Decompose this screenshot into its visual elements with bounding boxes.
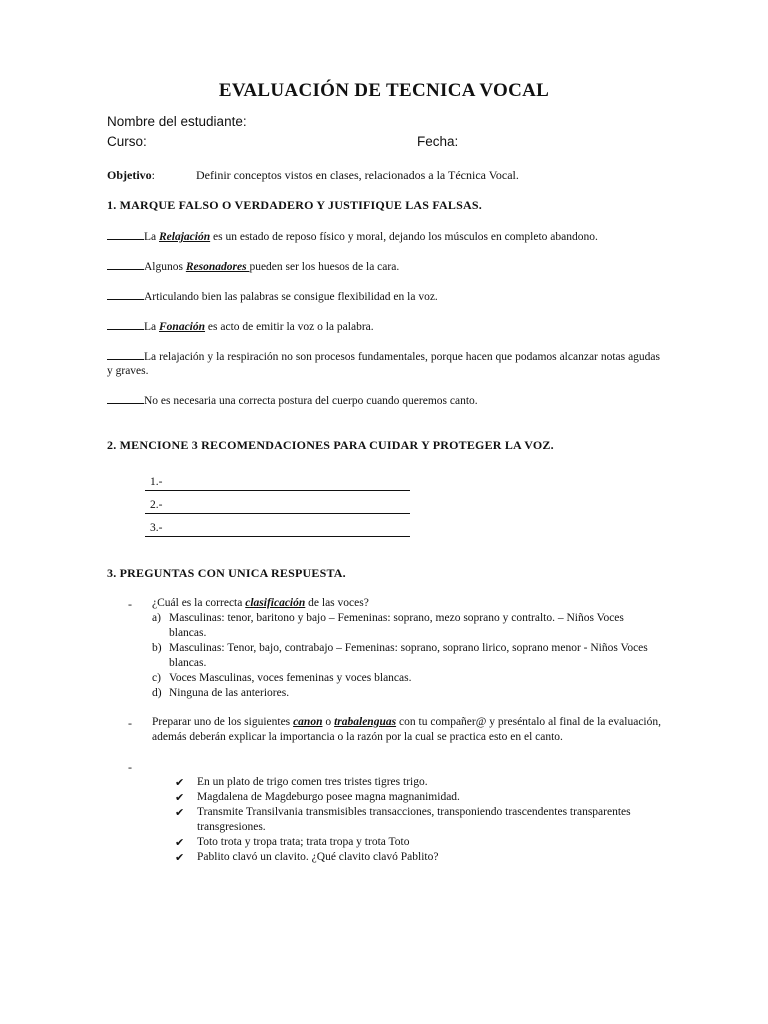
key-term: Resonadores bbox=[185, 261, 250, 273]
true-false-item: La relajación y la respiración no son procesos fundamentales, porque hacen que podamos alcanzar notas agudas y graves. bbox=[107, 351, 660, 377]
answer-option[interactable]: d) Ninguna de las anteriores. bbox=[152, 687, 290, 699]
objective-colon: : bbox=[151, 168, 156, 182]
checkmark-icon: ✔ bbox=[175, 776, 185, 789]
course-label: Curso: bbox=[107, 134, 147, 149]
question-1: ¿Cuál es la correcta clasificación de las voces? bbox=[152, 597, 369, 609]
key-term: clasificación bbox=[245, 597, 306, 609]
section-3-heading: 3. PREGUNTAS CON UNICA RESPUESTA. bbox=[107, 566, 346, 580]
section-2-heading: 2. MENCIONE 3 RECOMENDACIONES PARA CUIDAR Y PROTEGER LA VOZ. bbox=[107, 438, 554, 452]
section-1-heading: 1. MARQUE FALSO O VERDADERO Y JUSTIFIQUE LAS FALSAS. bbox=[107, 198, 482, 212]
page-title: EVALUACIÓN DE TECNICA VOCAL bbox=[218, 80, 550, 101]
key-term: canon bbox=[293, 716, 323, 728]
key-term: Fonación bbox=[159, 321, 206, 333]
answer-option[interactable]: b) Masculinas: Tenor, bajo, contrabajo – Femeninas: soprano, soprano lirico, soprano menor - Niños Voces blancas. bbox=[152, 642, 648, 669]
checkmark-icon: ✔ bbox=[175, 851, 185, 864]
true-false-item: Articulando bien las palabras se consigue flexibilidad en la voz. bbox=[107, 289, 660, 304]
question-2: Preparar uno de los siguientes canon o trabalenguas con tu compañer@ y preséntalo al final de la evaluación, además deberán explicar la importancia o la razón por la cual se practica esto en el canto. bbox=[152, 716, 661, 743]
recommendation-line[interactable]: 2.- bbox=[145, 497, 410, 514]
true-false-item: No es necesaria una correcta postura del cuerpo cuando queremos canto. bbox=[107, 393, 660, 408]
date-label: Fecha: bbox=[417, 134, 459, 149]
checkmark-icon: ✔ bbox=[175, 806, 185, 819]
answer-option[interactable]: a) Masculinas: tenor, baritono y bajo – Femeninas: soprano, mezo soprano y contralto. – Niños Voces blancas. bbox=[152, 612, 624, 639]
student-name-label: Nombre del estudiante: bbox=[107, 114, 247, 129]
answer-blank[interactable] bbox=[107, 393, 144, 404]
recommendation-line[interactable]: 1.- bbox=[145, 474, 410, 491]
bullet-dash: - bbox=[128, 716, 132, 730]
key-term: Relajación bbox=[159, 231, 211, 243]
answer-blank[interactable] bbox=[107, 349, 144, 360]
tongue-twister-item: ✔ Pablito clavó un clavito. ¿Qué clavito clavó Pablito? bbox=[175, 851, 439, 864]
tongue-twister-item: ✔ Transmite Transilvania transmisibles transacciones, transponiendo trascendentes transparentes transgresiones. bbox=[175, 806, 631, 833]
answer-blank[interactable] bbox=[107, 289, 144, 300]
answer-blank[interactable] bbox=[107, 259, 144, 270]
objective-text: Definir conceptos vistos en clases, relacionados a la Técnica Vocal. bbox=[196, 168, 519, 182]
objective bbox=[107, 168, 519, 183]
tongue-twister-item: ✔ Magdalena de Magdeburgo posee magna magnanimidad. bbox=[175, 791, 460, 804]
key-term: trabalenguas bbox=[334, 716, 397, 728]
true-false-item: La Fonación es acto de emitir la voz o la palabra. bbox=[107, 319, 660, 334]
answer-option[interactable]: c) Voces Masculinas, voces femeninas y voces blancas. bbox=[152, 672, 412, 684]
tongue-twister-item: ✔ En un plato de trigo comen tres tristes tigres trigo. bbox=[175, 776, 428, 789]
checkmark-icon: ✔ bbox=[175, 791, 185, 804]
bullet-dash: - bbox=[128, 597, 132, 611]
checkmark-icon: ✔ bbox=[175, 836, 185, 849]
answer-blank[interactable] bbox=[107, 319, 144, 330]
objective-label: Objetivo bbox=[107, 168, 152, 182]
recommendation-line[interactable]: 3.- bbox=[145, 520, 410, 537]
true-false-item: Algunos Resonadores pueden ser los huesos de la cara. bbox=[107, 259, 660, 274]
answer-blank[interactable] bbox=[107, 229, 144, 240]
true-false-item: La Relajación es un estado de reposo físico y moral, dejando los músculos en completo abandono. bbox=[107, 229, 660, 244]
tongue-twister-item: ✔ Toto trota y tropa trata; trata tropa y trota Toto bbox=[175, 836, 410, 849]
bullet-dash: - bbox=[128, 760, 132, 774]
